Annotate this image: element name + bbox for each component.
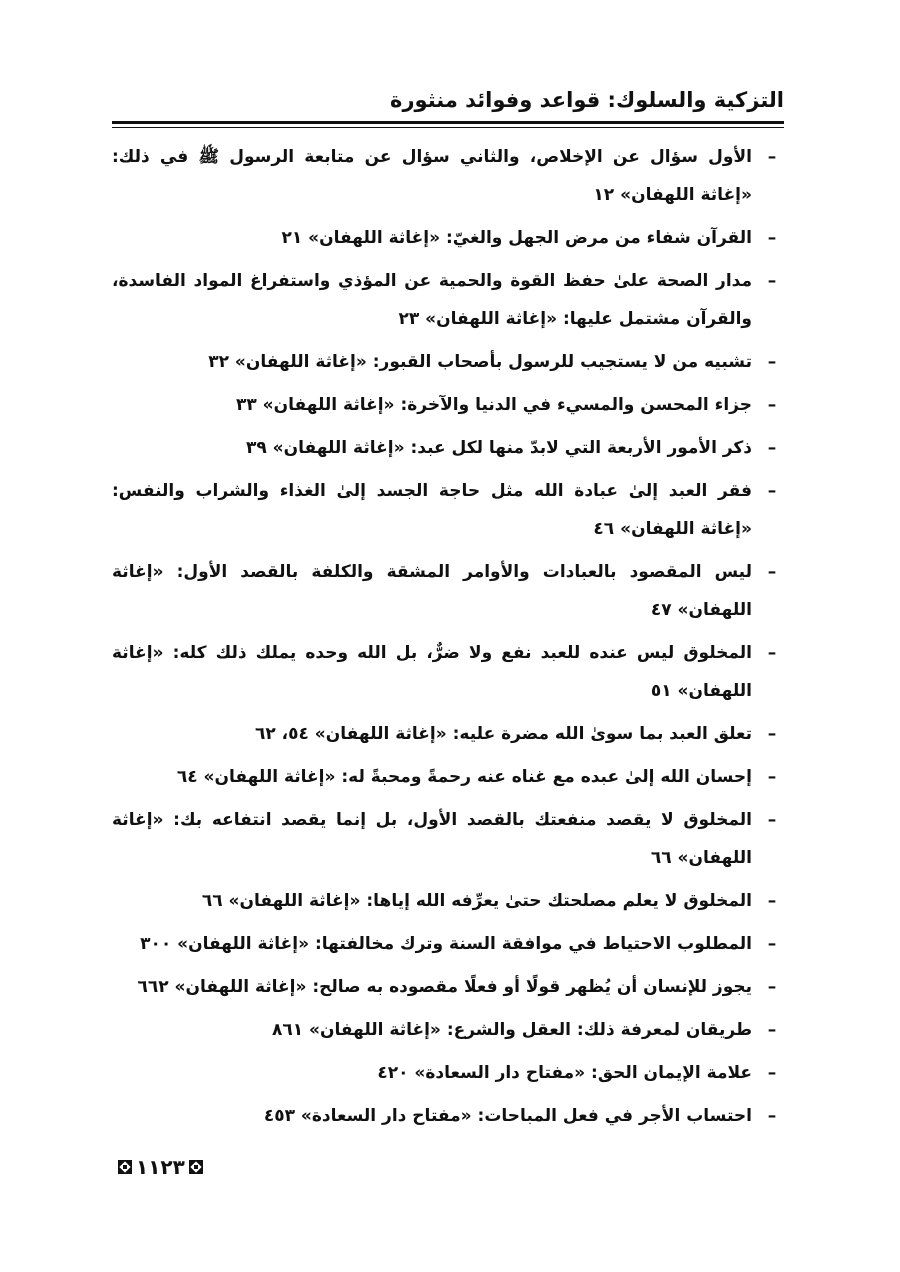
bullet-dash: – [767, 934, 777, 954]
list-item [112, 1011, 784, 1049]
entry-text: علامة الإيمان الحق: «مفتاح دار السعادة» ٤٢٠ [377, 1063, 752, 1083]
entry-text: القرآن شفاء من مرض الجهل والغيّ: «إغاثة اللهفان» ٢١ [281, 228, 752, 248]
bullet-dash: – [767, 1106, 777, 1126]
entry-text: المطلوب الاحتياط في موافقة السنة وترك مخالفتها: «إغاثة اللهفان» ٣٠٠ [140, 934, 752, 954]
bullet-dash: – [767, 228, 777, 248]
bullet-dash: – [767, 767, 777, 787]
header-rule-thin [112, 127, 784, 128]
entry-text: المخلوق لا يقصد منفعتك بالقصد الأول، بل إنما يقصد انتفاعه بك: «إغاثة اللهفان» ٦٦ [112, 810, 752, 868]
list-item [112, 386, 784, 424]
list-item [112, 1054, 784, 1092]
entry-text: تشبيه من لا يستجيب للرسول بأصحاب القبور: «إغاثة اللهفان» ٣٢ [208, 352, 752, 372]
bullet-dash: – [767, 271, 777, 291]
header-rule-thick [112, 121, 784, 124]
list-item [112, 801, 784, 877]
bullet-dash: – [767, 810, 777, 830]
header-title: التزكية والسلوك: قواعد وفوائد منثورة [390, 88, 784, 112]
entries-list [112, 138, 784, 1140]
list-item [112, 219, 784, 257]
list-item [112, 472, 784, 548]
list-item [112, 925, 784, 963]
list-item [112, 262, 784, 338]
entry-text: ليس المقصود بالعبادات والأوامر المشقة والكلفة بالقصد الأول: «إغاثة اللهفان» ٤٧ [112, 562, 752, 620]
entry-text: تعلق العبد بما سوىٰ الله مضرة عليه: «إغاثة اللهفان» ٥٤، ٦٢ [254, 724, 752, 744]
entry-text: المخلوق ليس عنده للعبد نفع ولا ضرٌّ، بل الله وحده يملك ذلك كله: «إغاثة اللهفان» ٥١ [112, 643, 752, 701]
list-item [112, 138, 784, 214]
page-footer [118, 1152, 203, 1182]
entry-text: يجوز للإنسان أن يُظهر قولًا أو فعلًا مقصوده به صالح: «إغاثة اللهفان» ٦٦٢ [137, 977, 752, 997]
list-item [112, 634, 784, 710]
bullet-dash: – [767, 147, 777, 167]
list-item [112, 1097, 784, 1135]
entry-text: طريقان لمعرفة ذلك: العقل والشرع: «إغاثة اللهفان» ٨٦١ [271, 1020, 752, 1040]
list-item [112, 715, 784, 753]
bullet-dash: – [767, 724, 777, 744]
bullet-dash: – [767, 481, 777, 501]
list-item [112, 429, 784, 467]
bullet-dash: – [767, 891, 777, 911]
entry-text: ذكر الأمور الأربعة التي لابدّ منها لكل عبد: «إغاثة اللهفان» ٣٩ [245, 438, 752, 458]
bullet-dash: – [767, 643, 777, 663]
ornament-right-icon [189, 1160, 203, 1174]
entry-text: مدار الصحة علىٰ حفظ القوة والحمية عن المؤذي واستفراغ المواد الفاسدة، والقرآن مشتمل عليها: «إغاثة اللهفان» ٢٣ [112, 271, 752, 329]
list-item [112, 968, 784, 1006]
bullet-dash: – [767, 352, 777, 372]
bullet-dash: – [767, 1063, 777, 1083]
entry-text: فقر العبد إلىٰ عبادة الله مثل حاجة الجسد إلىٰ الغذاء والشراب والنفس: «إغاثة اللهفان» ٤٦ [112, 481, 752, 539]
bullet-dash: – [767, 1020, 777, 1040]
entry-text: جزاء المحسن والمسيء في الدنيا والآخرة: «إغاثة اللهفان» ٣٣ [235, 395, 752, 415]
list-item [112, 882, 784, 920]
bullet-dash: – [767, 562, 777, 582]
list-item [112, 758, 784, 796]
page-number: ١١٢٣ [136, 1155, 185, 1179]
bullet-dash: – [767, 438, 777, 458]
list-item [112, 343, 784, 381]
bullet-dash: – [767, 977, 777, 997]
ornament-left-icon [118, 1160, 132, 1174]
bullet-dash: – [767, 395, 777, 415]
list-item [112, 553, 784, 629]
entry-text: الأول سؤال عن الإخلاص، والثاني سؤال عن متابعة الرسول ﷺ في ذلك: «إغاثة اللهفان» ١٢ [112, 147, 752, 205]
entry-text: إحسان الله إلىٰ عبده مع غناه عنه رحمةً ومحبةً له: «إغاثة اللهفان» ٦٤ [176, 767, 752, 787]
running-header [112, 82, 784, 122]
entry-text: المخلوق لا يعلم مصلحتك حتىٰ يعرِّفه الله إياها: «إغاثة اللهفان» ٦٦ [201, 891, 752, 911]
entry-text: احتساب الأجر في فعل المباحات: «مفتاح دار السعادة» ٤٥٣ [263, 1106, 752, 1126]
